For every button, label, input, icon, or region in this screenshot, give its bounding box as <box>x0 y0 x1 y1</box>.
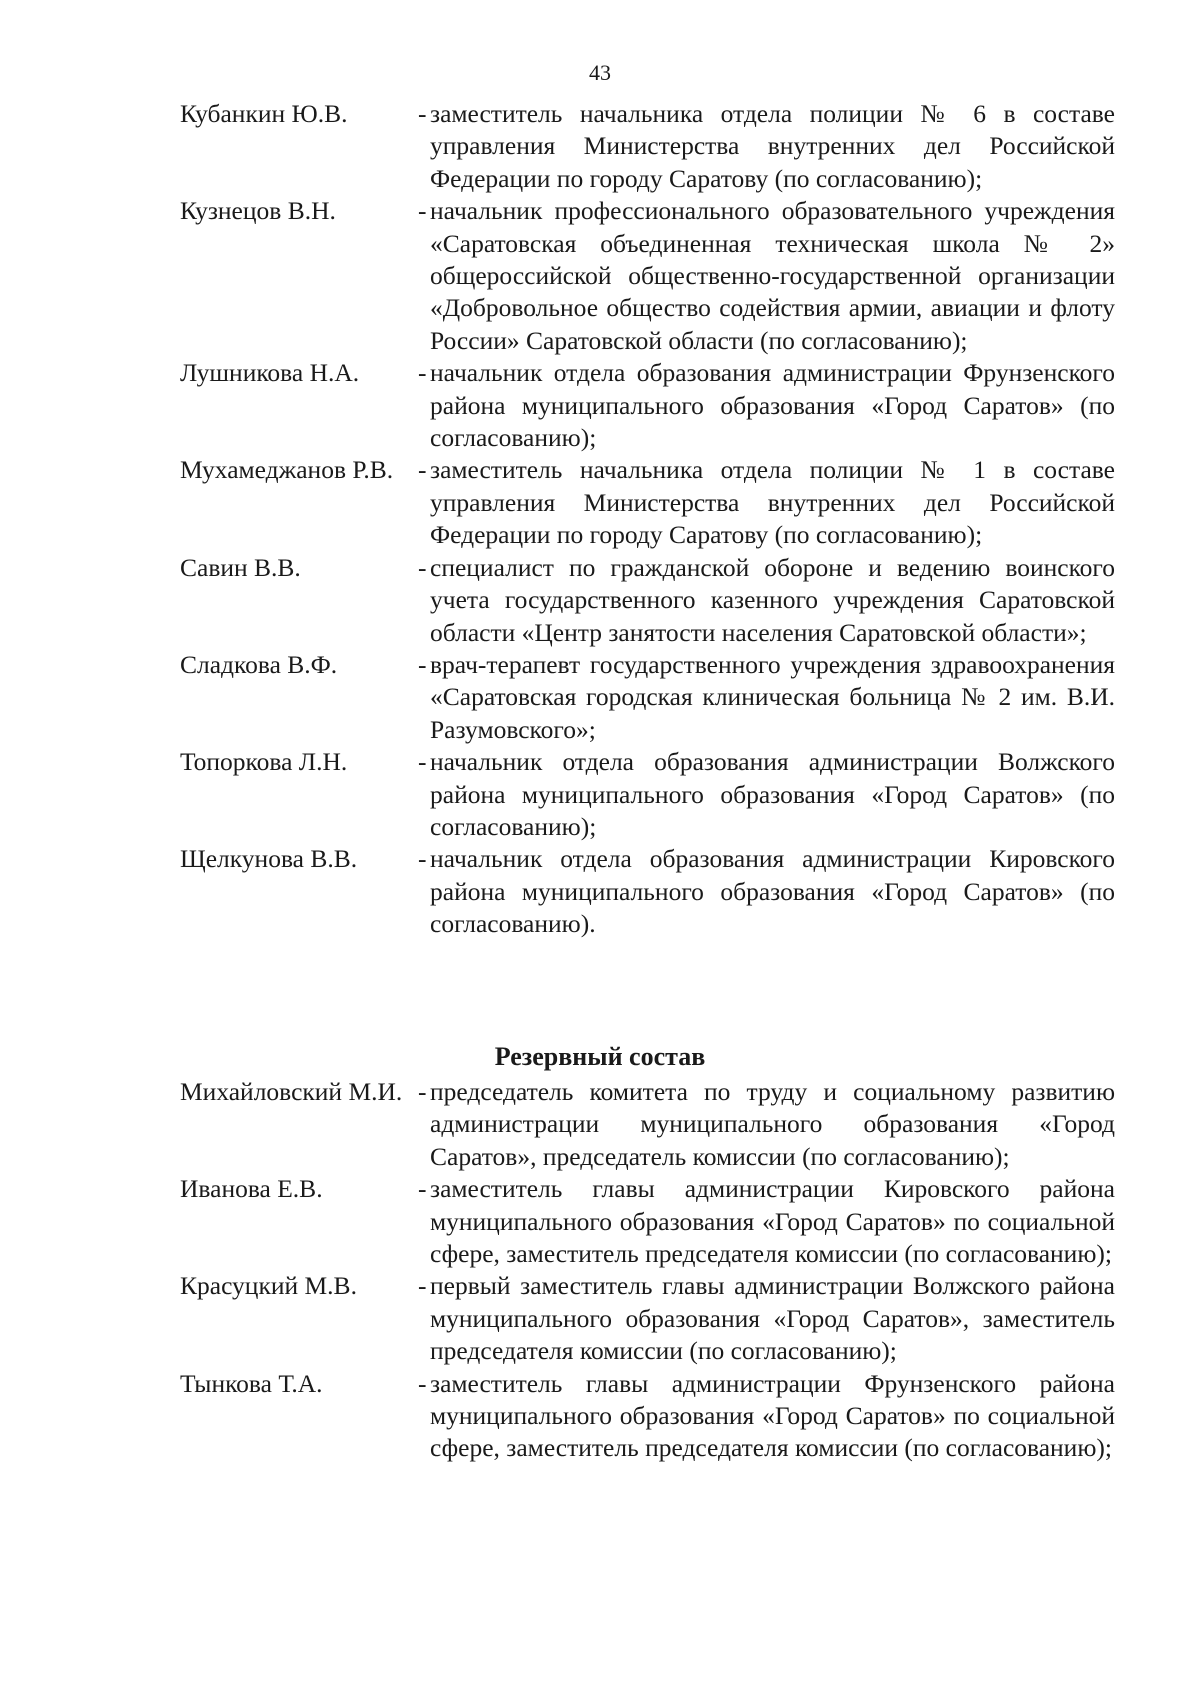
member-position: заместитель главы администрации Кировского района муниципального образования «Город Саратов» по социальной сфере, заместитель председателя комиссии (по согласованию); <box>430 1174 1115 1269</box>
member-name: Тынкова Т.А. <box>180 1368 323 1398</box>
member-position: заместитель начальника отдела полиции № 6 в составе управления Министерства внутренних дел Российской Федерации по городу Саратову (по согласованию); <box>430 99 1115 193</box>
member-entry <box>180 1368 1115 1465</box>
page-number: 43 <box>589 60 611 85</box>
member-position: председатель комитета по труду и социальному развитию администрации муниципального образования «Город Саратов», председатель комиссии (по согласованию); <box>430 1077 1115 1171</box>
member-entry <box>180 195 1115 357</box>
member-entry <box>180 1270 1115 1367</box>
dash-separator: - <box>418 1174 427 1204</box>
member-name: Топоркова Л.Н. <box>180 747 348 777</box>
dash-separator: - <box>418 552 427 582</box>
member-name: Михайловский М.И. <box>180 1077 403 1106</box>
dash-separator: - <box>418 358 427 388</box>
reserve-section-title: Резервный состав <box>494 1042 706 1071</box>
member-position: врач-терапевт государственного учреждения здравоохранения «Саратовская городская клиническая больница № 2 им. В.И. Разумовского»; <box>430 649 1115 744</box>
member-name: Савин В.В. <box>180 552 301 582</box>
member-entry <box>180 98 1115 195</box>
dash-separator: - <box>418 1077 427 1106</box>
member-name: Красуцкий М.В. <box>180 1271 357 1301</box>
member-entry <box>180 454 1115 551</box>
member-name: Кузнецов В.Н. <box>180 196 336 226</box>
dash-separator: - <box>418 196 427 226</box>
member-name: Кубанкин Ю.В. <box>180 99 348 128</box>
member-name: Лушникова Н.А. <box>180 358 360 388</box>
member-entry <box>180 552 1115 649</box>
member-entry <box>180 1173 1115 1270</box>
member-position: специалист по гражданской обороне и ведению воинского учета государственного казенного учреждения Саратовской области «Центр занятости населения Саратовской области»; <box>430 552 1115 647</box>
dash-separator: - <box>418 747 427 777</box>
reserve-members-list <box>180 1076 1115 1465</box>
member-position: заместитель главы администрации Фрунзенского района муниципального образования «Город Саратов» по социальной сфере, заместитель председателя комиссии (по согласованию); <box>430 1368 1115 1463</box>
member-entry <box>180 746 1115 843</box>
member-position: начальник отдела образования администрации Кировского района муниципального образования «Город Саратов» (по согласованию). <box>430 844 1115 939</box>
member-name: Мухамеджанов Р.В. <box>180 455 394 485</box>
member-name: Щелкунова В.В. <box>180 844 358 874</box>
member-position: начальник отдела образования администрации Волжского района муниципального образования «Город Саратов» (по согласованию); <box>430 747 1115 841</box>
member-position: первый заместитель главы администрации Волжского района муниципального образования «Город Саратов», заместитель председателя комиссии (по согласованию); <box>430 1271 1115 1366</box>
main-members-list <box>180 98 1115 941</box>
member-entry <box>180 357 1115 454</box>
dash-separator: - <box>418 649 427 679</box>
member-position: начальник профессионального образовательного учреждения «Саратовская объединенная техническая школа № 2» общероссийской общественно-государственной организации «Добровольное общество содействия армии, авиации и флоту России» Саратовской области (по согласованию); <box>430 196 1115 355</box>
member-position: заместитель начальника отдела полиции № 1 в составе управления Министерства внутренних дел Российской Федерации по городу Саратову (по согласованию); <box>430 455 1115 550</box>
dash-separator: - <box>418 455 427 485</box>
member-name: Сладкова В.Ф. <box>180 649 338 679</box>
member-entry <box>180 843 1115 940</box>
member-entry <box>180 1076 1115 1173</box>
dash-separator: - <box>418 1368 427 1398</box>
member-position: начальник отдела образования администрации Фрунзенского района муниципального образования «Город Саратов» (по согласованию); <box>430 358 1115 453</box>
member-entry <box>180 649 1115 746</box>
dash-separator: - <box>418 1271 427 1301</box>
dash-separator: - <box>418 844 427 874</box>
dash-separator: - <box>418 99 427 128</box>
member-name: Иванова Е.В. <box>180 1174 323 1204</box>
